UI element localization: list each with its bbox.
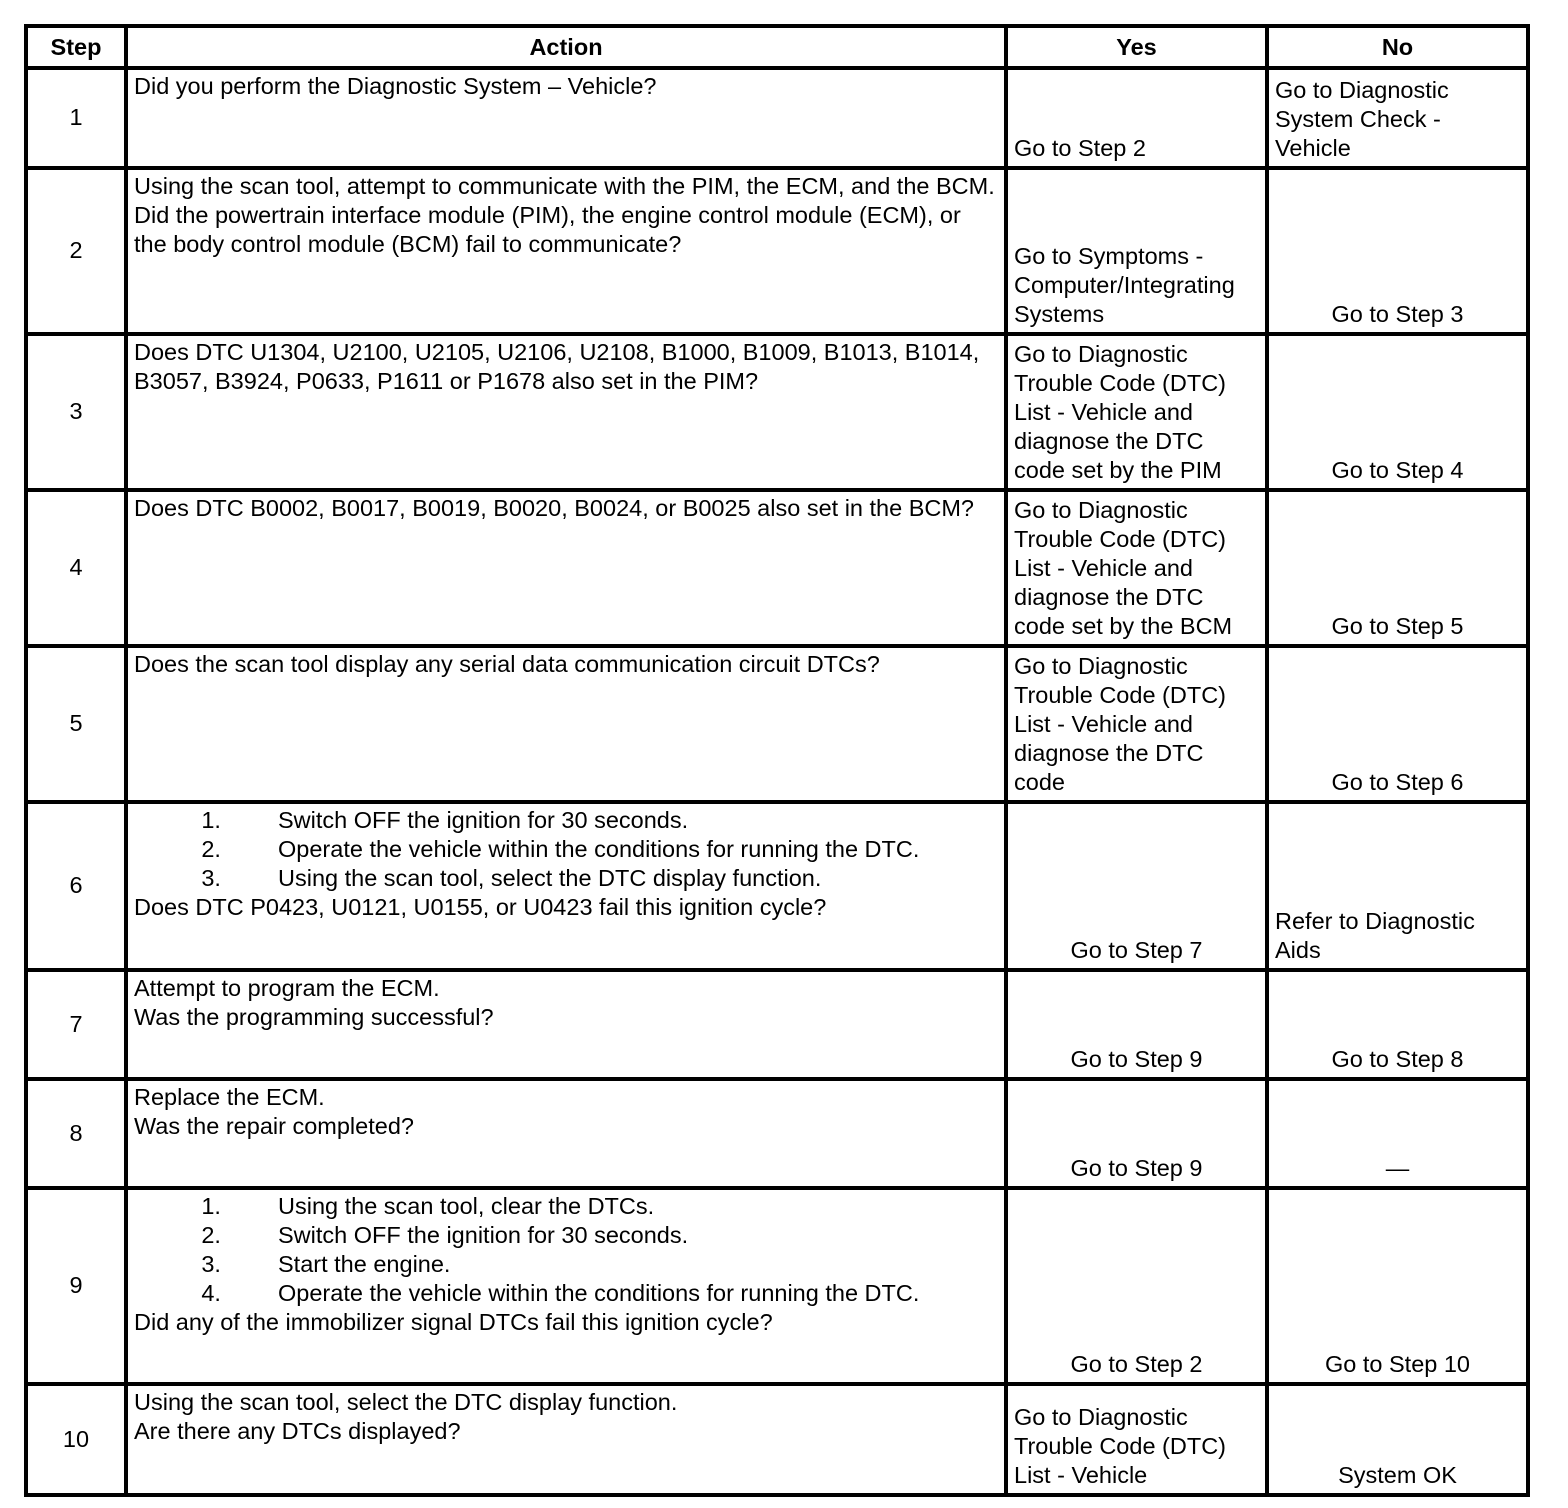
yes-cell: Go to Symptoms - Computer/Integrating Systems xyxy=(1006,168,1267,334)
no-cell: Go to Step 5 xyxy=(1267,490,1528,646)
yes-cell: Go to Diagnostic Trouble Code (DTC) List - Vehicle and diagnose the DTC code set by the BCM xyxy=(1006,490,1267,646)
header-yes: Yes xyxy=(1006,26,1267,68)
action-cell xyxy=(126,490,1006,646)
table-row xyxy=(26,168,1528,334)
action-cell xyxy=(126,1188,1006,1384)
no-cell: Go to Diagnostic System Check - Vehicle xyxy=(1267,68,1528,168)
table-row xyxy=(26,646,1528,802)
action-text: Does DTC B0002, B0017, B0019, B0020, B0024, or B0025 also set in the BCM? xyxy=(134,495,974,521)
yes-cell: Go to Diagnostic Trouble Code (DTC) List - Vehicle and diagnose the DTC code set by the PIM xyxy=(1006,334,1267,490)
table-row xyxy=(26,1188,1528,1384)
action-cell xyxy=(126,1384,1006,1495)
no-cell: Go to Step 6 xyxy=(1267,646,1528,802)
no-cell: Go to Step 10 xyxy=(1267,1188,1528,1384)
action-cell xyxy=(126,646,1006,802)
action-text: Does the scan tool display any serial data communication circuit DTCs? xyxy=(134,651,880,677)
no-cell: — xyxy=(1267,1079,1528,1188)
step-number: 10 xyxy=(26,1384,126,1495)
yes-cell: Go to Step 9 xyxy=(1006,1079,1267,1188)
action-text: Using the scan tool, select the DTC display function. xyxy=(134,1389,678,1415)
table-row xyxy=(26,334,1528,490)
list-item: 2. Switch OFF the ignition for 30 seconds. xyxy=(234,1221,998,1250)
step-number: 9 xyxy=(26,1188,126,1384)
action-question: Did any of the immobilizer signal DTCs fail this ignition cycle? xyxy=(134,1309,773,1335)
action-steps-list xyxy=(134,806,998,893)
list-item: 4. Operate the vehicle within the conditions for running the DTC. xyxy=(234,1279,998,1308)
no-cell: Go to Step 4 xyxy=(1267,334,1528,490)
step-number: 1 xyxy=(26,68,126,168)
action-cell xyxy=(126,68,1006,168)
action-steps-list xyxy=(134,1192,998,1308)
action-text: Attempt to program the ECM. xyxy=(134,975,440,1001)
action-text: Did you perform the Diagnostic System – Vehicle? xyxy=(134,73,657,99)
step-number: 6 xyxy=(26,802,126,970)
yes-cell: Go to Step 2 xyxy=(1006,68,1267,168)
step-number: 5 xyxy=(26,646,126,802)
step-number: 2 xyxy=(26,168,126,334)
step-number: 7 xyxy=(26,970,126,1079)
yes-cell: Go to Step 9 xyxy=(1006,970,1267,1079)
step-number: 8 xyxy=(26,1079,126,1188)
table-row xyxy=(26,1384,1528,1495)
list-item: 1. Switch OFF the ignition for 30 seconds. xyxy=(234,806,998,835)
header-row xyxy=(26,26,1528,68)
action-cell xyxy=(126,168,1006,334)
no-cell: Refer to Diagnostic Aids xyxy=(1267,802,1528,970)
no-cell: Go to Step 8 xyxy=(1267,970,1528,1079)
list-item: 2. Operate the vehicle within the conditions for running the DTC. xyxy=(234,835,998,864)
action-text: Replace the ECM. xyxy=(134,1084,325,1110)
list-item: 1. Using the scan tool, clear the DTCs. xyxy=(234,1192,998,1221)
table-row xyxy=(26,802,1528,970)
diagnostic-table xyxy=(24,24,1530,1497)
table-row xyxy=(26,68,1528,168)
yes-cell: Go to Step 2 xyxy=(1006,1188,1267,1384)
table-row xyxy=(26,490,1528,646)
action-cell xyxy=(126,802,1006,970)
step-number: 4 xyxy=(26,490,126,646)
yes-cell: Go to Diagnostic Trouble Code (DTC) List - Vehicle and diagnose the DTC code xyxy=(1006,646,1267,802)
action-question: Was the programming successful? xyxy=(134,1004,494,1030)
action-cell xyxy=(126,1079,1006,1188)
header-action: Action xyxy=(126,26,1006,68)
action-question: Was the repair completed? xyxy=(134,1113,414,1139)
action-text: Using the scan tool, attempt to communicate with the PIM, the ECM, and the BCM. xyxy=(134,173,995,199)
table-row xyxy=(26,1079,1528,1188)
list-item: 3. Start the engine. xyxy=(234,1250,998,1279)
header-no: No xyxy=(1267,26,1528,68)
no-cell: Go to Step 3 xyxy=(1267,168,1528,334)
action-cell xyxy=(126,334,1006,490)
no-cell: System OK xyxy=(1267,1384,1528,1495)
action-cell xyxy=(126,970,1006,1079)
yes-cell: Go to Step 7 xyxy=(1006,802,1267,970)
list-item: 3. Using the scan tool, select the DTC display function. xyxy=(234,864,998,893)
table-row xyxy=(26,970,1528,1079)
action-question: Does DTC P0423, U0121, U0155, or U0423 fail this ignition cycle? xyxy=(134,894,827,920)
yes-cell: Go to Diagnostic Trouble Code (DTC) List - Vehicle xyxy=(1006,1384,1267,1495)
action-question: Are there any DTCs displayed? xyxy=(134,1418,461,1444)
header-step: Step xyxy=(26,26,126,68)
step-number: 3 xyxy=(26,334,126,490)
action-question: Did the powertrain interface module (PIM), the engine control module (ECM), or the body control module (BCM) fail to communicate? xyxy=(134,202,961,257)
action-text: Does DTC U1304, U2100, U2105, U2106, U2108, B1000, B1009, B1013, B1014, B3057, B3924, P0633, P1611 or P1678 also set in the PIM? xyxy=(134,339,980,394)
